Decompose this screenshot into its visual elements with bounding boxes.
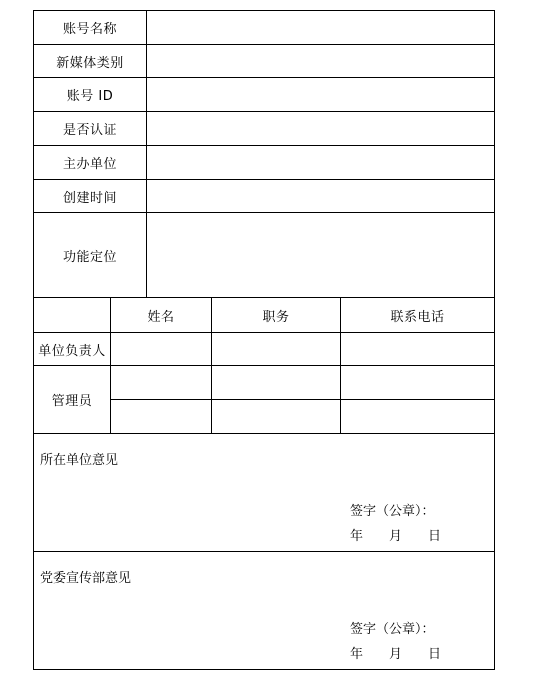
unit-opinion-date	[350, 525, 441, 544]
propaganda-opinion-date	[350, 643, 441, 662]
propaganda-opinion-title: 党委宣传部意见	[40, 571, 132, 586]
unit-head-label: 单位负责人	[38, 343, 106, 359]
propaganda-opinion-field[interactable]	[34, 598, 334, 668]
admin2-phone-field[interactable]	[341, 400, 494, 433]
unit-opinion-field[interactable]	[34, 480, 334, 550]
account-id-label: 账号 ID	[66, 89, 114, 104]
date-day-label: 日	[428, 647, 442, 662]
verified-field[interactable]	[147, 112, 494, 145]
creation-time-field[interactable]	[147, 180, 494, 212]
creation-time-label: 创建时间	[62, 190, 117, 206]
sponsor-unit-label: 主办单位	[62, 157, 117, 172]
date-year-label: 年	[350, 647, 364, 662]
admin1-position-field[interactable]	[212, 366, 340, 399]
admin2-position-field[interactable]	[212, 400, 340, 433]
contacts-header-phone: 联系电话	[390, 309, 445, 325]
date-month-label: 月	[389, 647, 403, 662]
unit-opinion-sign-label: 签字（公章）：	[350, 504, 435, 519]
account-name-field[interactable]	[147, 11, 494, 44]
contacts-header-position: 职务	[262, 309, 290, 325]
date-year-label: 年	[350, 529, 364, 544]
propaganda-opinion-sign-label: 签字（公章）：	[350, 622, 435, 637]
date-day-label: 日	[428, 529, 442, 544]
registration-form	[33, 10, 495, 670]
contacts-header-name: 姓名	[147, 309, 175, 325]
date-month-label: 月	[389, 529, 403, 544]
account-name-label: 账号名称	[62, 22, 117, 37]
unit-head-name-field[interactable]	[111, 333, 211, 365]
function-position-label: 功能定位	[62, 249, 117, 265]
sponsor-unit-field[interactable]	[147, 146, 494, 179]
verified-label: 是否认证	[62, 123, 117, 138]
function-position-field[interactable]	[147, 213, 494, 297]
account-id-field[interactable]	[147, 78, 494, 111]
unit-opinion-title: 所在单位意见	[40, 453, 119, 468]
unit-head-phone-field[interactable]	[341, 333, 494, 365]
unit-head-position-field[interactable]	[212, 333, 340, 365]
media-type-label: 新媒体类别	[56, 55, 124, 71]
admin1-name-field[interactable]	[111, 366, 211, 399]
administrator-label: 管理员	[51, 394, 93, 409]
admin1-phone-field[interactable]	[341, 366, 494, 399]
admin2-name-field[interactable]	[111, 400, 211, 433]
media-type-field[interactable]	[147, 45, 494, 77]
